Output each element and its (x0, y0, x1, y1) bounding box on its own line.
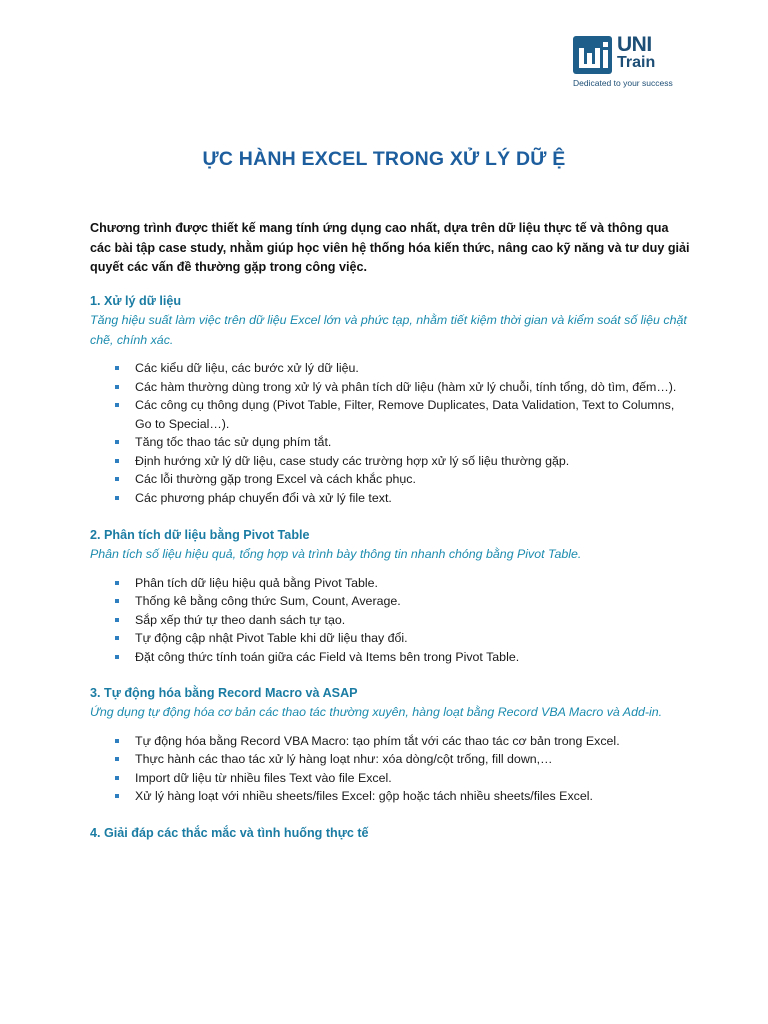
list-item (90, 787, 690, 806)
list-item (90, 489, 690, 508)
bullet-square-icon (115, 794, 119, 798)
list-item (90, 732, 690, 751)
bullet-square-icon (115, 440, 119, 444)
bullet-square-icon (115, 403, 119, 407)
list-item-text: Thực hành các thao tác xử lý hàng loạt như: xóa dòng/cột trống, fill down,… (135, 752, 553, 766)
bullet-square-icon (115, 496, 119, 500)
list-item-text: Tăng tốc thao tác sử dụng phím tắt. (135, 435, 332, 449)
section-subtitle: Ứng dụng tự động hóa cơ bản các thao tác thường xuyên, hàng loạt bằng Record VBA Macro và Add-in. (90, 705, 663, 719)
list-item-text: Các kiểu dữ liệu, các bước xử lý dữ liệu. (135, 361, 359, 375)
bullet-square-icon (115, 477, 119, 481)
unitrain-logo (573, 33, 683, 90)
list-item (90, 433, 690, 452)
list-item (90, 611, 690, 630)
bullet-square-icon (115, 655, 119, 659)
bullet-square-icon (115, 366, 119, 370)
bullet-square-icon (115, 776, 119, 780)
list-item (90, 396, 690, 433)
brand-name-uni: UNI (617, 33, 652, 56)
list-item (90, 750, 690, 769)
bullet-square-icon (115, 757, 119, 761)
list-item (90, 592, 690, 611)
document-title: ỰC HÀNH EXCEL TRONG XỬ LÝ DỮ Ệ (202, 148, 566, 170)
bullet-list (90, 732, 690, 806)
section-heading: 4. Giải đáp các thắc mắc và tình huống thực tế (90, 826, 369, 840)
list-item-text: Tự động cập nhật Pivot Table khi dữ liệu thay đổi. (135, 631, 408, 645)
section-pivot-table (90, 526, 690, 666)
bullet-list (90, 359, 690, 507)
brand-tagline: Dedicated to your success (573, 78, 673, 88)
list-item-text: Import dữ liệu từ nhiều files Text vào file Excel. (135, 770, 392, 785)
bullet-square-icon (115, 636, 119, 640)
list-item (90, 378, 690, 397)
bullet-square-icon (115, 618, 119, 622)
section-subtitle: Tăng hiệu suất làm việc trên dữ liệu Excel lớn và phức tạp, nhằm tiết kiệm thời gian và kiểm soát số liệu chặt chẽ, chính xác. (90, 313, 687, 347)
brand-name-train: Train (617, 54, 656, 71)
list-item-text: Tự động hóa bằng Record VBA Macro: tạo phím tắt với các thao tác cơ bản trong Excel. (135, 733, 620, 748)
list-item-text: Các hàm thường dùng trong xử lý và phân tích dữ liệu (hàm xử lý chuỗi, tính tổng, dò tìm, đếm…). (135, 379, 677, 394)
list-item (90, 629, 690, 648)
list-item (90, 648, 690, 667)
section-subtitle: Phân tích số liệu hiệu quả, tổng hợp và trình bày thông tin nhanh chóng bằng Pivot Table. (90, 547, 582, 561)
section-qa (90, 824, 690, 842)
list-item (90, 452, 690, 471)
list-item-text: Định hướng xử lý dữ liệu, case study các trường hợp xử lý số liệu thường gặp. (135, 453, 570, 468)
unitrain-logo-mark (573, 36, 612, 74)
list-item-text: Phân tích dữ liệu hiệu quả bằng Pivot Table. (135, 575, 378, 590)
list-item-text: Sắp xếp thứ tự theo danh sách tự tạo. (135, 612, 346, 627)
section-data-processing (90, 292, 690, 507)
section-heading: 1. Xử lý dữ liệu (90, 294, 182, 308)
bullet-square-icon (115, 599, 119, 603)
list-item-text: Các phương pháp chuyển đổi và xử lý file text. (135, 490, 392, 505)
bullet-square-icon (115, 459, 119, 463)
intro-paragraph: Chương trình được thiết kế mang tính ứng dụng cao nhất, dựa trên dữ liệu thực tế và thông qua các bài tập case study, nhằm giúp học viên hệ thống hóa kiến thức, nâng cao kỹ năng và tư duy giải quyết các vấn đề thường gặp trong công việc. (90, 221, 690, 274)
bullet-list (90, 574, 690, 667)
bullet-square-icon (115, 385, 119, 389)
list-item-text: Các công cụ thông dụng (Pivot Table, Filter, Remove Duplicates, Data Validation, Text to Columns, Go to Special…). (135, 398, 675, 431)
section-heading: 2. Phân tích dữ liệu bằng Pivot Table (90, 528, 310, 542)
section-automation (90, 684, 690, 806)
section-heading: 3. Tự động hóa bằng Record Macro và ASAP (90, 686, 358, 700)
list-item (90, 769, 690, 788)
bullet-square-icon (115, 739, 119, 743)
bullet-square-icon (115, 581, 119, 585)
list-item-text: Đặt công thức tính toán giữa các Field và Items bên trong Pivot Table. (135, 649, 520, 664)
list-item-text: Thống kê bằng công thức Sum, Count, Average. (135, 594, 401, 608)
list-item (90, 574, 690, 593)
list-item (90, 359, 690, 378)
list-item-text: Xử lý hàng loạt với nhiều sheets/files Excel: gộp hoặc tách nhiều sheets/files Excel. (135, 789, 593, 803)
list-item (90, 470, 690, 489)
list-item-text: Các lỗi thường gặp trong Excel và cách khắc phục. (135, 472, 416, 486)
